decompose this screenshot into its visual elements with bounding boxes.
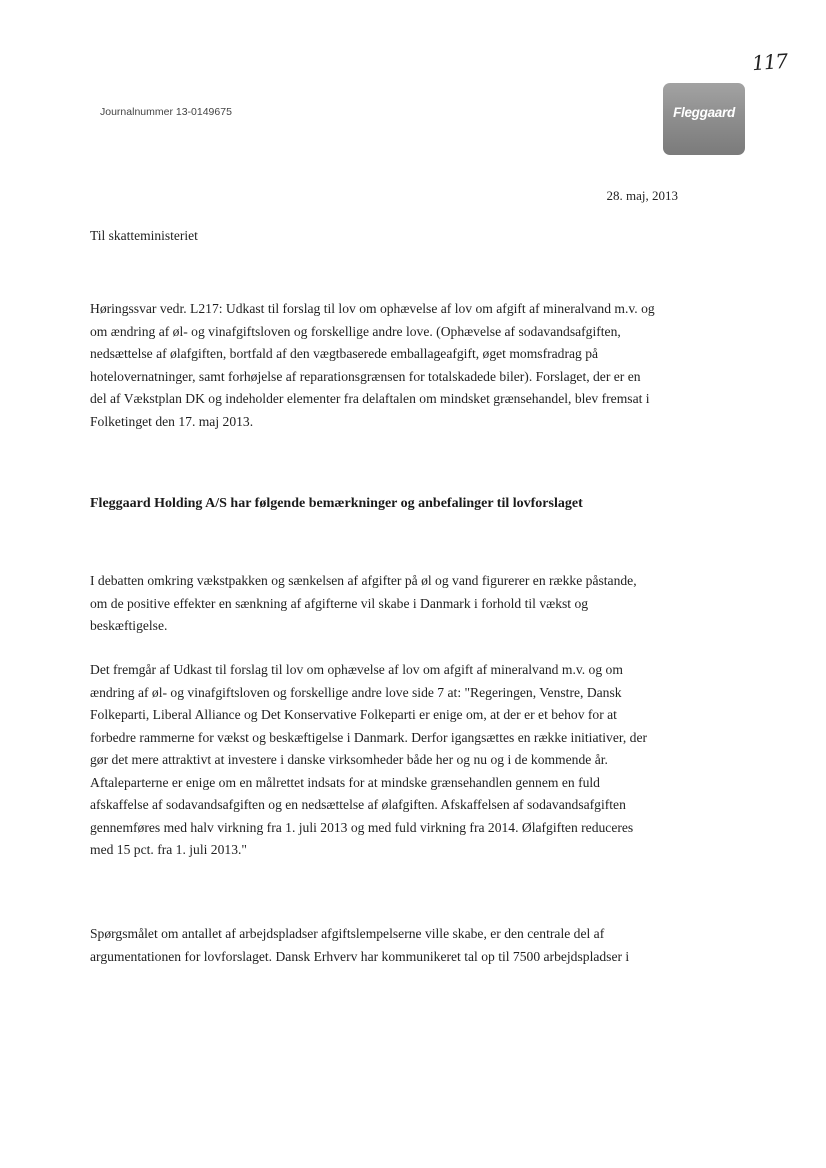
text-line: Folketinget den 17. maj 2013.: [90, 413, 254, 429]
text-line: beskæftigelse.: [90, 618, 168, 633]
text-line: del af Vækstplan DK og indeholder elementer fra delaftalen om mindsket grænsehandel, blev fremsat i: [90, 391, 650, 406]
text-line: Spørgsmålet om antallet af arbejdspladser afgiftslempelserne ville skabe, er den centrale del af: [90, 926, 605, 941]
text-line: om de positive effekter en sænkning af afgifterne vil skabe i Danmark i forhold til vækst og: [90, 595, 589, 611]
text-line: Det fremgår af Udkast til forslag til lov om ophævelse af lov om afgift af mineralvand m.v. og om: [90, 662, 623, 677]
text-line: om ændring af øl- og vinafgiftsloven og forskellige andre love. (Ophævelse af sodavandsafgiften,: [90, 323, 621, 339]
text-line: argumentationen for lovforslaget. Dansk Erhverv har kommunikeret tal op til 7500 arbejdspladser i: [90, 948, 630, 964]
journal-number: Journalnummer 13-0149675: [100, 106, 232, 118]
text-line: I debatten omkring vækstpakken og sænkelsen af afgifter på øl og vand figurerer en række påstande,: [90, 573, 637, 588]
text-line: afskaffelse af sodavandsafgiften og en nedsættelse af ølafgiften. Afskaffelsen af sodavandsafgiften: [90, 797, 626, 812]
jobs-paragraph: [90, 923, 688, 968]
subject-paragraph: [90, 298, 688, 433]
text-line: Folkeparti, Liberal Alliance og Det Konservative Folkeparti er enige om, at der er et behov for at: [90, 707, 617, 722]
handwritten-page-number: 117: [751, 48, 788, 76]
text-line: ændring af øl- og vinafgiftsloven og forskellige andre love side 7 at: "Regeringen, Venstre, Dansk: [90, 684, 622, 700]
fleggaard-logo: [663, 83, 745, 155]
text-line: hotelovernatninger, samt forhøjelse af reparationsgrænsen for totalskadede biler). Forslaget, der er en: [90, 368, 641, 384]
text-line: Aftaleparterne er enige om en målrettet indsats for at mindske grænsehandlen gennem en fuld: [90, 774, 600, 790]
logo-text: Fleggaard: [673, 105, 735, 120]
recipient: Til skatteministeriet: [90, 228, 198, 243]
text-line: Høringssvar vedr. L217: Udkast til forslag til lov om ophævelse af lov om afgift af mineralvand m.v. og: [90, 301, 655, 316]
quote-paragraph: [90, 659, 688, 862]
debate-paragraph: [90, 570, 688, 638]
letter-date: 28. maj, 2013: [606, 188, 678, 203]
text-line: med 15 pct. fra 1. juli 2013.": [90, 842, 247, 857]
text-line: gør det mere attraktivt at investere i danske virksomheder både her og nu og i de kommende år.: [90, 752, 608, 767]
text-line: forbedre rammerne for vækst og beskæftigelse i Danmark. Derfor igangsættes en række initiativer, der: [90, 729, 648, 745]
section-heading: Fleggaard Holding A/S har følgende bemærkninger og anbefalinger til lovforslaget: [90, 496, 583, 511]
text-line: nedsættelse af ølafgiften, bortfald af den vægtbaserede emballageafgift, øget momsfradrag på: [90, 346, 599, 361]
text-line: gennemføres med halv virkning fra 1. juli 2013 og med fuld virkning fra 2014. Ølafgiften reduceres: [90, 819, 634, 835]
